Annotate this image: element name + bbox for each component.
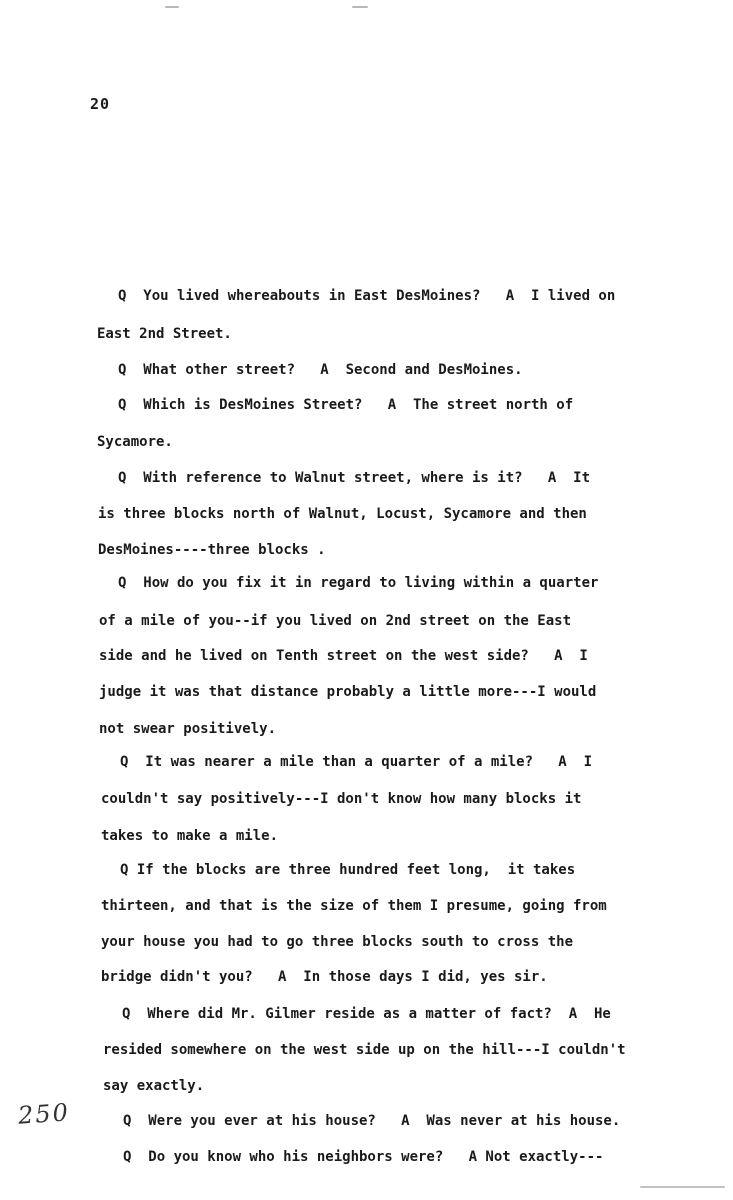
transcript-line: Q Where did Mr. Gilmer reside as a matter of fact? A He bbox=[122, 1006, 611, 1022]
transcript-line: is three blocks north of Walnut, Locust, Sycamore and then bbox=[98, 506, 587, 522]
bottom-edge-mark bbox=[640, 1186, 725, 1188]
transcript-line: of a mile of you--if you lived on 2nd street on the East bbox=[99, 613, 572, 629]
transcript-line: resided somewhere on the west side up on the hill---I couldn't bbox=[103, 1042, 626, 1058]
transcript-line: say exactly. bbox=[103, 1078, 205, 1094]
transcript-line: DesMoines----three blocks . bbox=[98, 542, 326, 558]
transcript-line: Q With reference to Walnut street, where is it? A It bbox=[118, 470, 591, 486]
transcript-line: Q Were you ever at his house? A Was never at his house. bbox=[123, 1113, 621, 1129]
transcript-line: thirteen, and that is the size of them I presume, going from bbox=[101, 898, 607, 914]
transcript-line: Sycamore. bbox=[97, 434, 173, 450]
transcript-line: side and he lived on Tenth street on the west side? A I bbox=[99, 648, 588, 664]
transcript-line: Q What other street? A Second and DesMoines. bbox=[118, 362, 523, 378]
transcript-line: not swear positively. bbox=[99, 721, 277, 737]
transcript-line: Q Which is DesMoines Street? A The street north of bbox=[118, 397, 574, 413]
transcript-line: East 2nd Street. bbox=[97, 326, 232, 342]
handwritten-margin-note: 250 bbox=[17, 1098, 71, 1130]
transcript-line: Q You lived whereabouts in East DesMoines? A I lived on bbox=[118, 288, 616, 304]
transcript-line: your house you had to go three blocks south to cross the bbox=[101, 934, 574, 950]
transcript-line: takes to make a mile. bbox=[101, 828, 279, 844]
top-smudge-mark bbox=[165, 6, 179, 8]
transcript-line: Q If the blocks are three hundred feet long, it takes bbox=[120, 862, 576, 878]
top-smudge-mark bbox=[352, 6, 368, 8]
transcript-line: judge it was that distance probably a little more---I would bbox=[99, 684, 597, 700]
transcript-line: Q Do you know who his neighbors were? A Not exactly--- bbox=[123, 1149, 604, 1165]
transcript-line: Q It was nearer a mile than a quarter of a mile? A I bbox=[120, 754, 593, 770]
transcript-line: couldn't say positively---I don't know how many blocks it bbox=[101, 791, 582, 807]
transcript-line: bridge didn't you? A In those days I did, yes sir. bbox=[101, 969, 548, 985]
transcript-line: Q How do you fix it in regard to living within a quarter bbox=[118, 575, 599, 591]
page-number: 20 bbox=[90, 95, 111, 113]
